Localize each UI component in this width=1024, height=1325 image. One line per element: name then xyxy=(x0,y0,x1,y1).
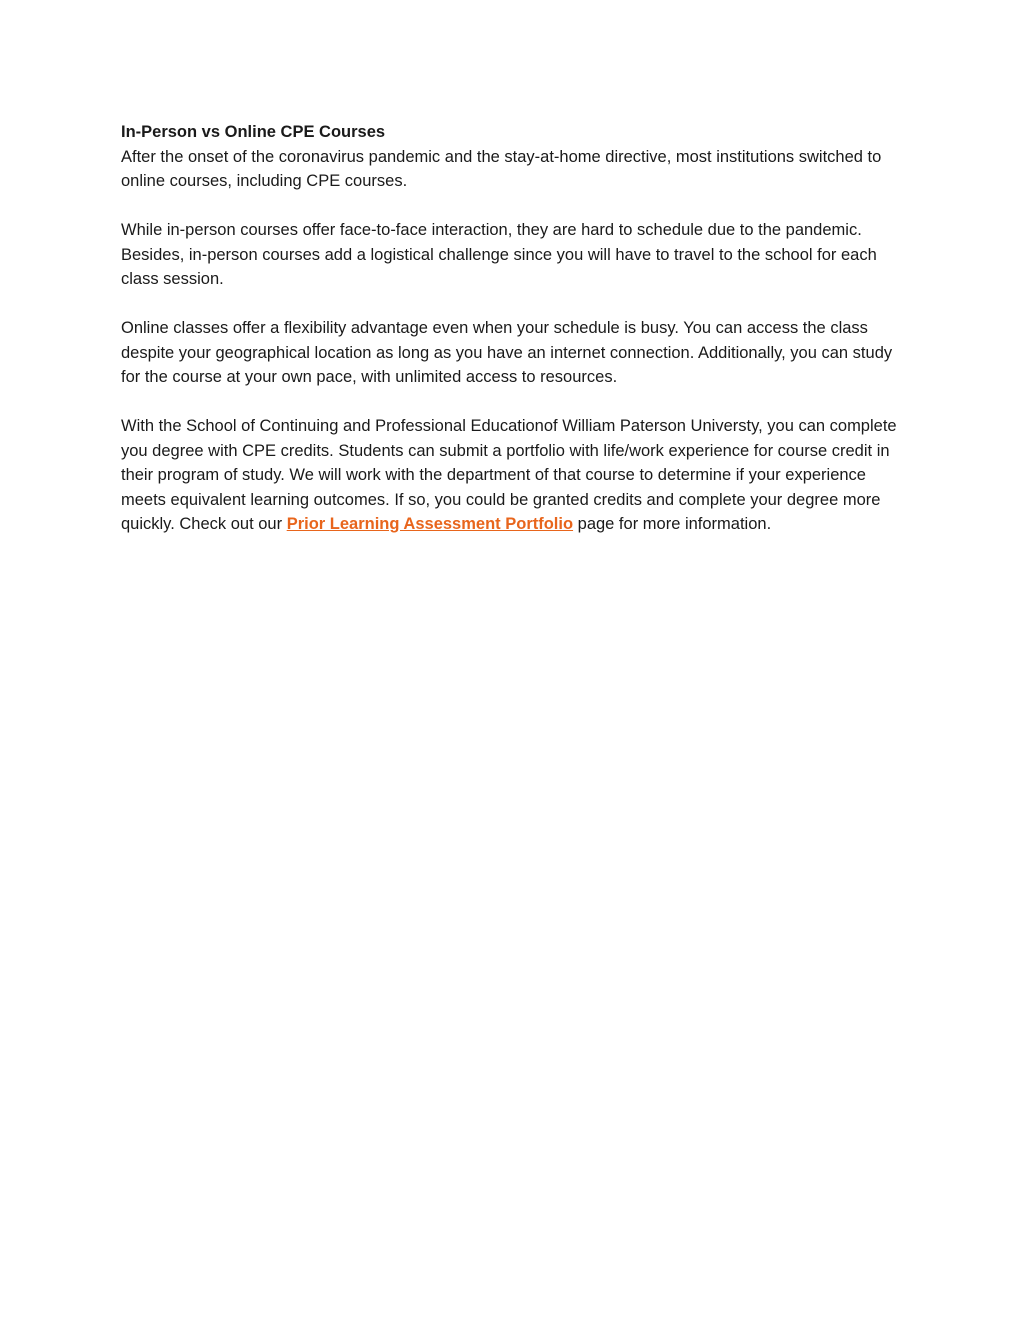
paragraph-cpe-credits xyxy=(121,414,911,537)
paragraph-in-person: While in-person courses offer face-to-face interaction, they are hard to schedule due to the pandemic. Besides, in-person courses add a logistical challenge since you will have to travel to the school for each class session. xyxy=(121,221,877,288)
paragraph-onset: After the onset of the coronavirus pandemic and the stay-at-home directive, most institutions switched to online courses, including CPE courses. xyxy=(121,147,882,190)
paragraph-cpe-tail: page for more information. xyxy=(573,515,772,533)
document-body xyxy=(121,120,911,561)
section-heading: In-Person vs Online CPE Courses xyxy=(121,123,386,141)
paragraph-online: Online classes offer a flexibility advantage even when your schedule is busy. You can access the class despite your geographical location as long as you have an internet connection. Additionally, you can study for the course at your own pace, with unlimited access to resources. xyxy=(121,319,893,386)
prior-learning-assessment-link[interactable]: Prior Learning Assessment Portfolio xyxy=(286,515,574,533)
paragraph-cpe-text: With the School of Continuing and Professional Educationof William Paterson Universty, you can complete you degree with CPE credits. Students can submit a portfolio with life/work experience for course credit in their program of study. We will work with the department of that course to determine if your experience meets equivalent learning outcomes. If so, you could be granted credits and complete your degree more quickly. Check out our xyxy=(121,417,897,533)
